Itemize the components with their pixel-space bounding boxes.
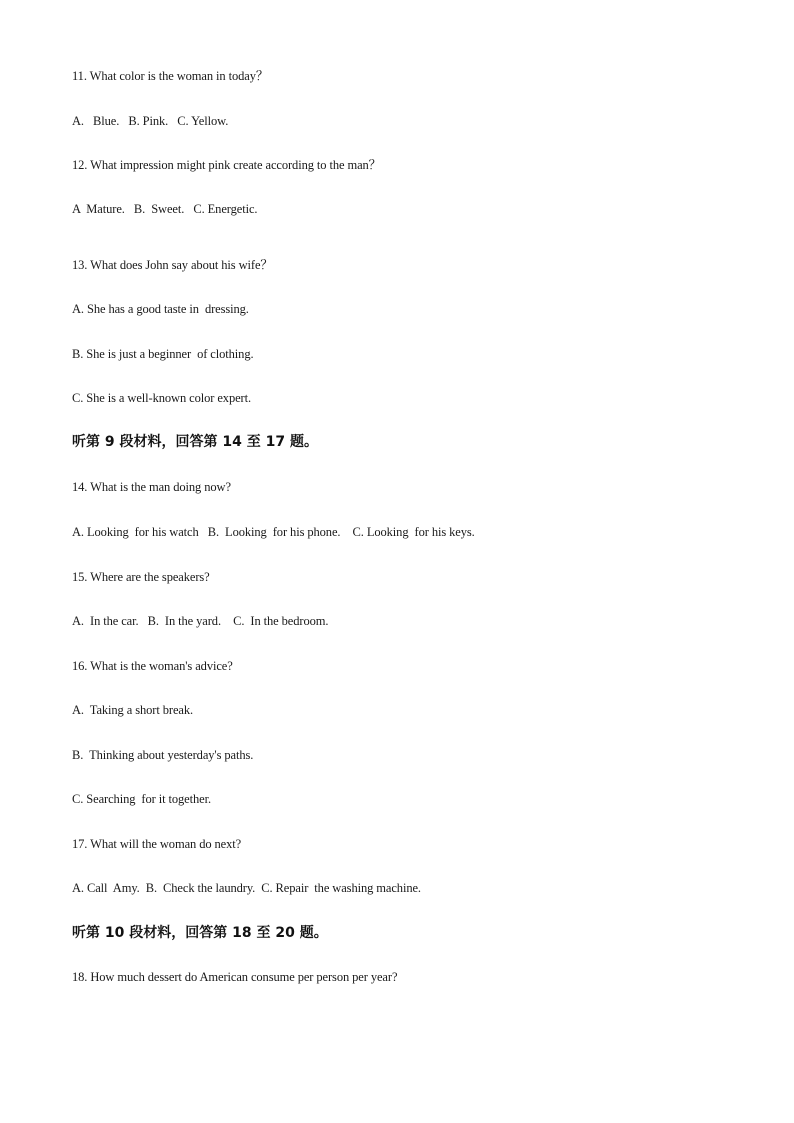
q16-option-b: B. Thinking about yesterday's paths.: [72, 748, 254, 762]
q12-question: 12. What impression might pink create according to the man？: [72, 158, 382, 172]
q18-question: 18. How much dessert do American consume per person per year?: [72, 970, 398, 984]
q11-options: A. Blue. B. Pink. C. Yellow.: [72, 114, 229, 128]
q15-options: A. In the car. B. In the yard. C. In the bedroom.: [72, 614, 329, 628]
q17-options: A. Call Amy. B. Check the laundry. C. Repair the washing machine.: [72, 881, 421, 895]
q13-option-c: C. She is a well-known color expert.: [72, 391, 251, 405]
section-heading-10: 听第 10 段材料，回答第 18 至 20 题。: [72, 925, 328, 941]
q14-options: A. Looking for his watch B. Looking for his phone. C. Looking for his keys.: [72, 525, 475, 539]
q11-question: 11. What color is the woman in today？: [72, 69, 269, 83]
q16-option-a: A. Taking a short break.: [72, 703, 194, 717]
q16-question: 16. What is the woman's advice?: [72, 659, 233, 673]
q13-option-a: A. She has a good taste in dressing.: [72, 302, 249, 316]
section-heading-9: 听第 9 段材料，回答第 14 至 17 题。: [72, 434, 318, 450]
q14-question: 14. What is the man doing now?: [72, 480, 231, 494]
q15-question: 15. Where are the speakers?: [72, 570, 210, 584]
q13-question: 13. What does John say about his wife？: [72, 258, 273, 272]
q17-question: 17. What will the woman do next?: [72, 837, 242, 851]
q16-option-c: C. Searching for it together.: [72, 792, 211, 806]
q13-option-b: B. She is just a beginner of clothing.: [72, 347, 254, 361]
q12-options: A Mature. B. Sweet. C. Energetic.: [72, 202, 258, 216]
